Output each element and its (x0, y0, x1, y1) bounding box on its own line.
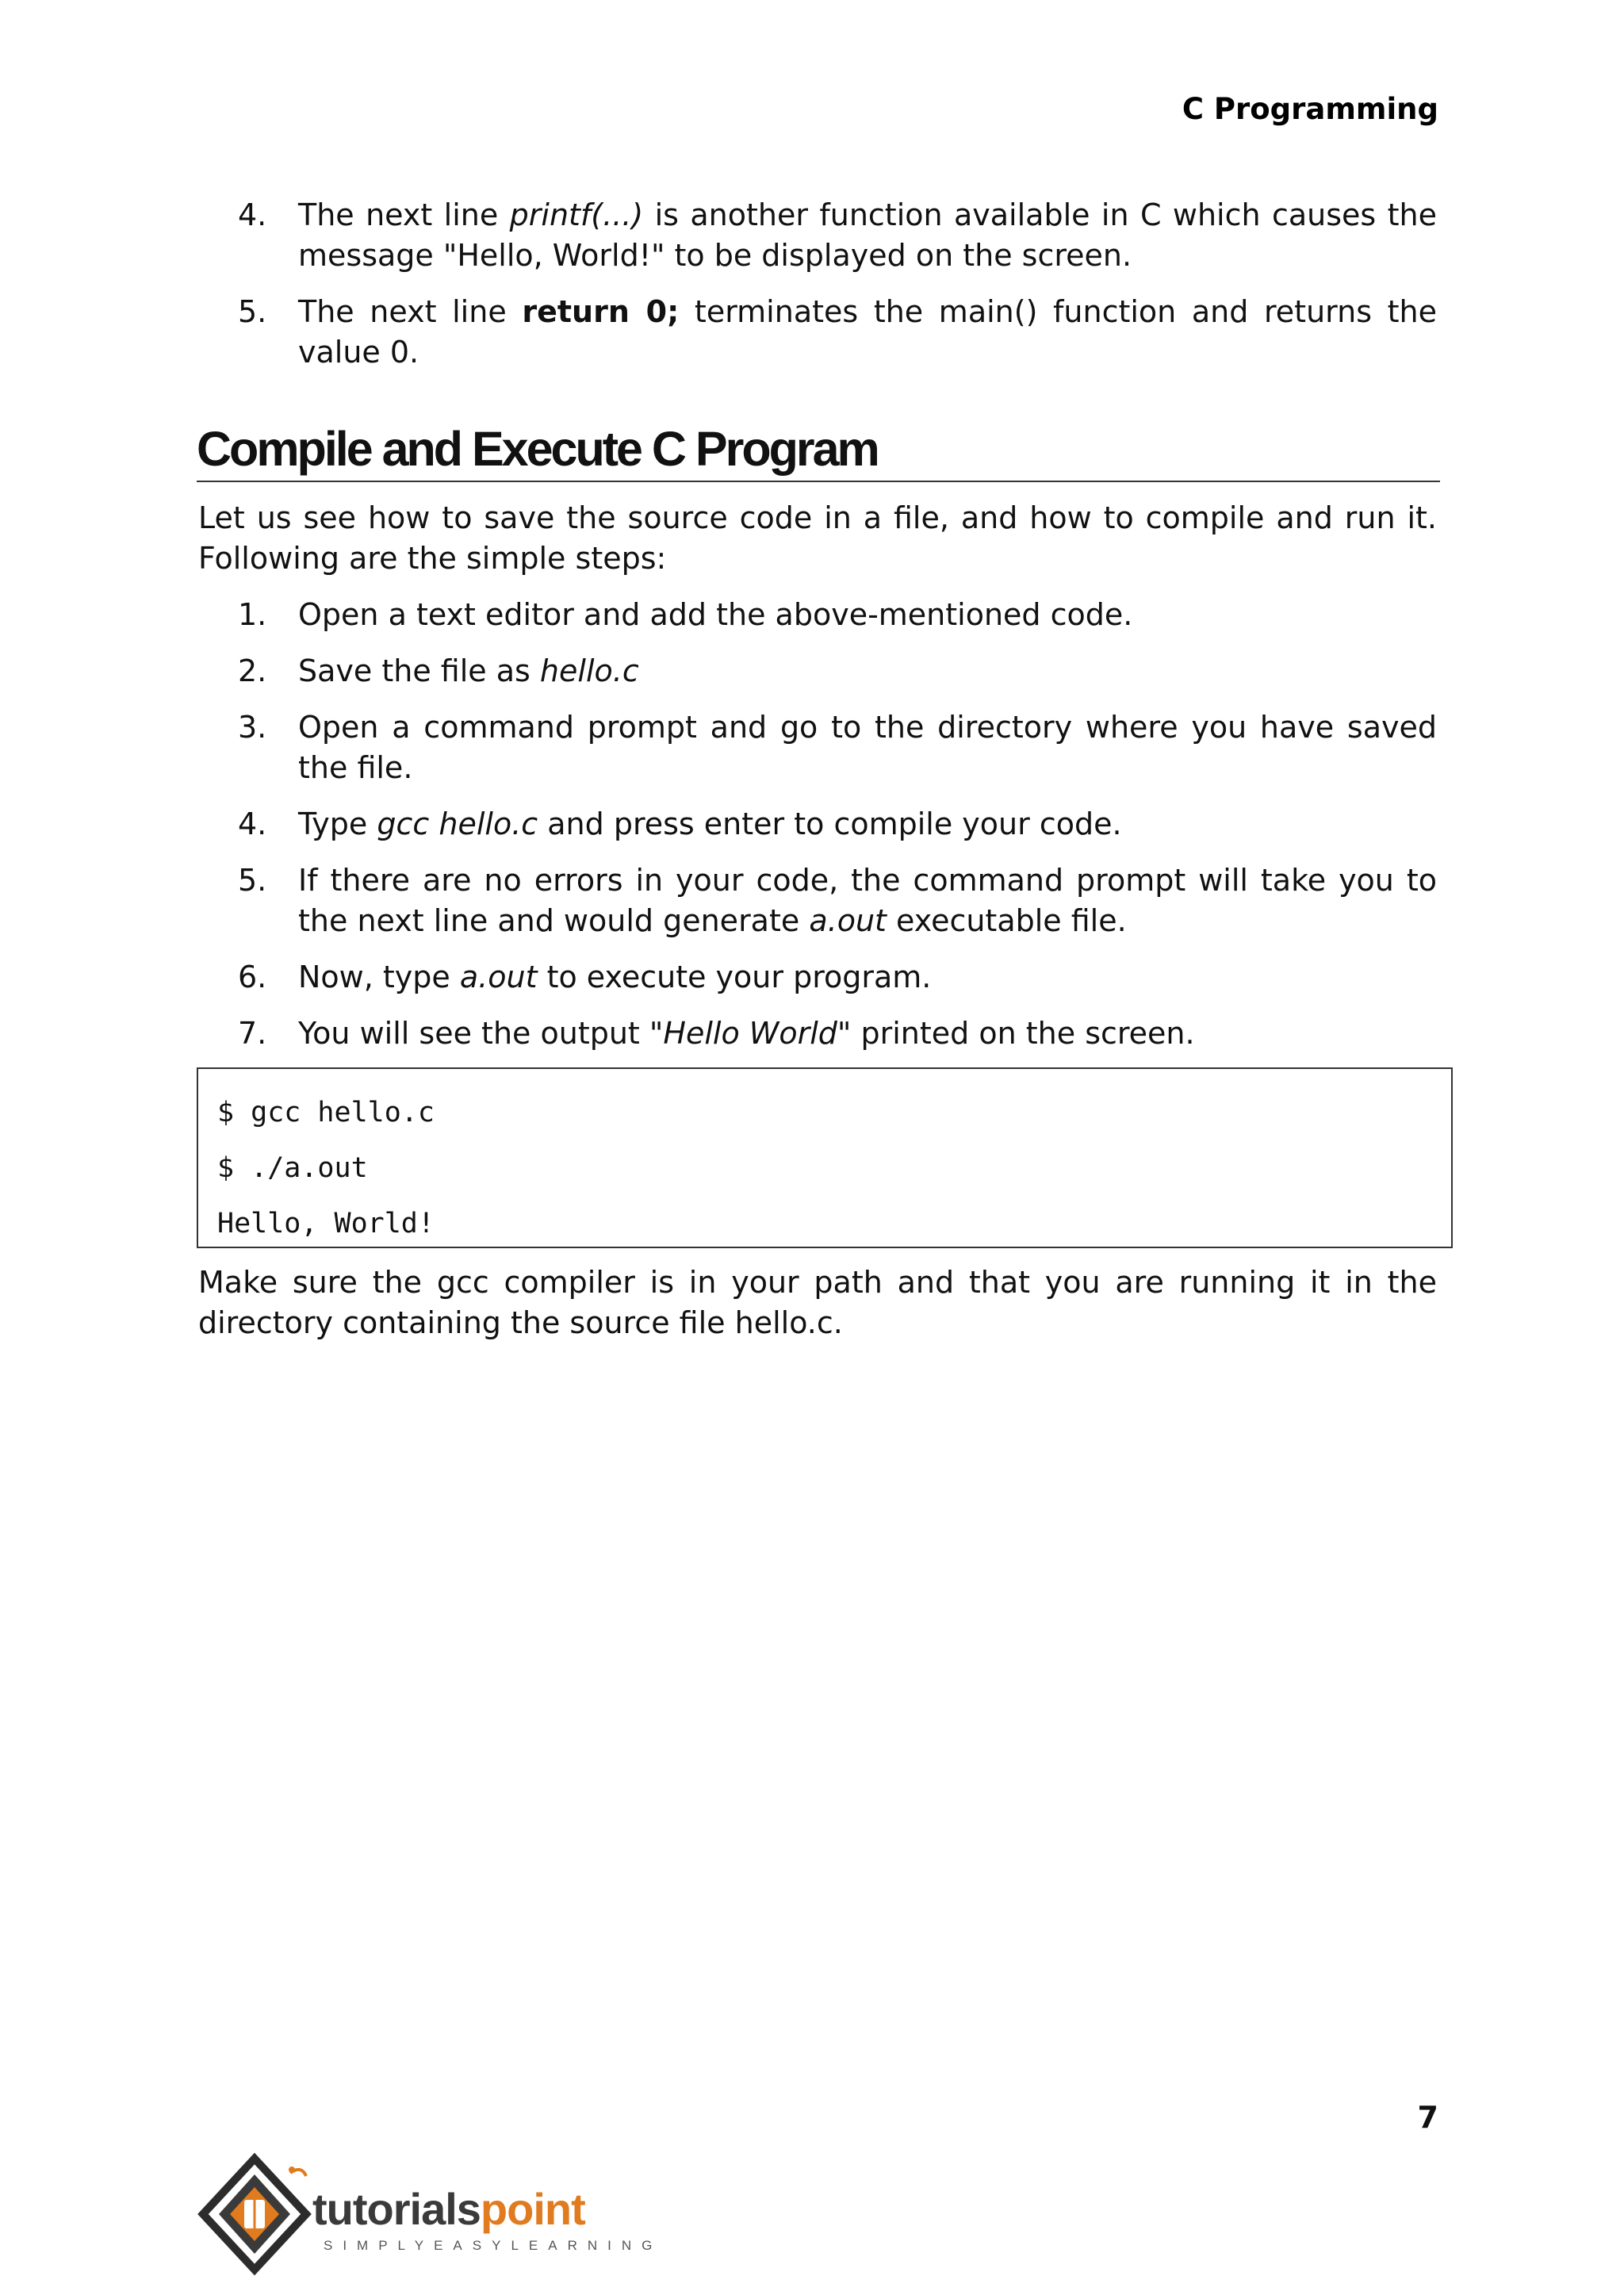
code-line: $ gcc hello.c (217, 1097, 435, 1128)
italic-text: gcc hello.c (377, 807, 538, 841)
steps-list (238, 595, 1437, 1070)
bold-text: return 0; (522, 294, 680, 329)
logo-tagline: SIMPLYEASYLEARNING (324, 2238, 663, 2253)
italic-text: a.out (459, 960, 538, 994)
intro-list (238, 195, 1437, 389)
list-item-text (298, 294, 1437, 370)
text-run: is another function available in C which causes the message "Hello, World!" to be displayed on the screen. (298, 197, 1437, 273)
list-item (238, 860, 1437, 941)
text-run: and press enter to compile your code. (538, 807, 1122, 841)
section-title: Compile and Execute C Program (197, 419, 1440, 482)
list-item (238, 595, 1437, 635)
tutorialspoint-logo (195, 2149, 663, 2284)
list-item (238, 292, 1437, 373)
list-item-text (298, 960, 931, 994)
list-item-number: 1. (238, 597, 267, 632)
list-item-text (298, 1016, 1195, 1051)
text-run: printed on the screen. (851, 1016, 1195, 1051)
list-item-number: 5. (238, 294, 267, 329)
text-run: executable file. (886, 903, 1127, 938)
list-item-number: 7. (238, 1016, 267, 1051)
code-line: Hello, World! (217, 1208, 435, 1239)
italic-text: a.out (809, 903, 887, 938)
text-run: Save the file as (298, 653, 540, 688)
text-run: If there are no errors in your code, the command prompt will take you to the next line and would generate (298, 863, 1437, 938)
list-item-text (298, 807, 1122, 841)
text-run: Type (298, 807, 377, 841)
section-intro-paragraph: Let us see how to save the source code in a file, and how to compile and run it. Following are the simple steps: (198, 500, 1437, 576)
running-header: C Programming (1182, 92, 1438, 126)
italic-text: hello.c (539, 653, 639, 688)
list-item (238, 804, 1437, 845)
logo-word-tutorials: tutorials (312, 2184, 481, 2234)
text-run: The next line (298, 197, 510, 232)
list-item-text (298, 653, 639, 688)
text-run: terminates the main() function and returns the value 0. (298, 294, 1437, 370)
list-item-text (298, 597, 1132, 632)
closing-paragraph: Make sure the gcc compiler is in your path and that you are running it in the directory containing the source file hello.c. (198, 1265, 1437, 1340)
italic-text: printf(...) (509, 197, 644, 232)
list-item-text (298, 710, 1437, 785)
list-item-number: 6. (238, 960, 267, 994)
text-run: Open a text editor and add the above-mentioned code. (298, 597, 1133, 632)
list-item-number: 3. (238, 710, 267, 745)
page-number: 7 (1417, 2100, 1438, 2135)
text-run: The next line (298, 294, 523, 329)
list-item (238, 707, 1437, 788)
logo-word-point: point (480, 2184, 585, 2234)
list-item-number: 4. (238, 197, 267, 232)
italic-text: "Hello World" (649, 1016, 852, 1051)
list-item-number: 4. (238, 807, 267, 841)
logo-wordmark (312, 2186, 585, 2233)
text-run: You will see the output (298, 1016, 649, 1051)
code-block (197, 1067, 1453, 1248)
code-line: $ ./a.out (217, 1152, 368, 1184)
list-item (238, 1013, 1437, 1054)
list-item-number: 5. (238, 863, 267, 898)
list-item (238, 651, 1437, 692)
logo-diamond-icon (195, 2149, 314, 2284)
list-item-text (298, 197, 1437, 273)
list-item-number: 2. (238, 653, 267, 688)
list-item (238, 957, 1437, 998)
list-item (238, 195, 1437, 276)
list-item-text (298, 863, 1437, 938)
text-run: to execute your program. (537, 960, 932, 994)
text-run: Now, type (298, 960, 460, 994)
text-run: Open a command prompt and go to the directory where you have saved the file. (298, 710, 1437, 785)
